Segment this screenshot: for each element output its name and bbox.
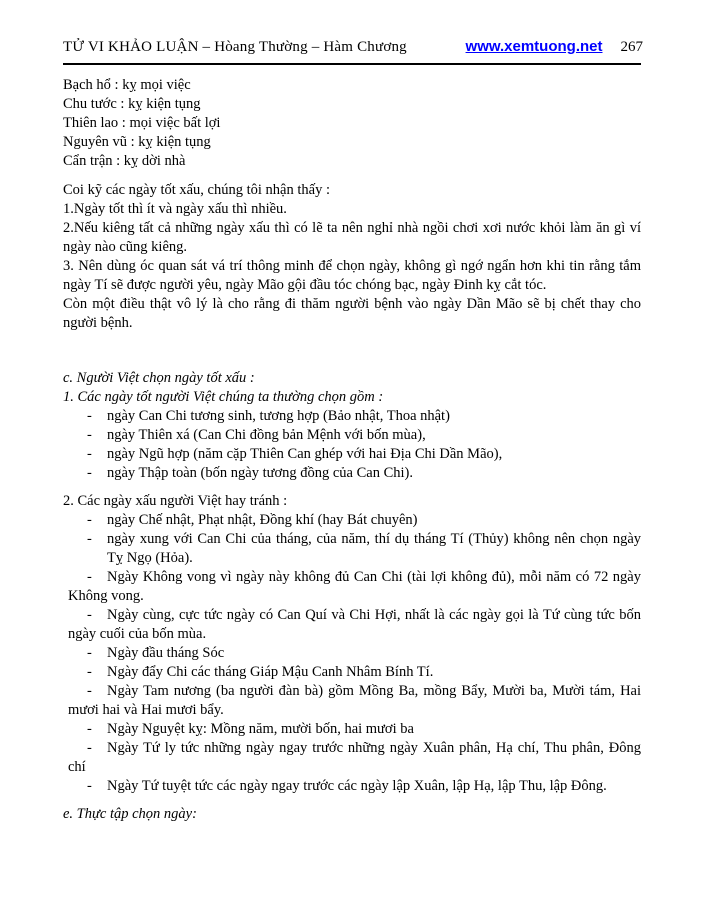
header-divider (63, 63, 641, 65)
list-item-text: ngày Thập toàn (bốn ngày tương đồng của Can Chi). (107, 465, 414, 481)
god-day-line: Thiên lao : mọi việc bất lợi (63, 115, 221, 131)
bullet-marker: - (87, 465, 92, 481)
god-days-list (63, 76, 641, 171)
list-item (63, 407, 641, 426)
list-item (63, 682, 641, 720)
bullet-marker: - (87, 427, 92, 443)
list-item-text: ngày Ngũ hợp (năm cặp Thiên Can ghép với hai Địa Chi Dần Mão), (107, 446, 503, 462)
list-item-text: Ngày Tứ ly tức những ngày ngay trước những ngày Xuân phân, Hạ chí, Thu phân, Đông chí (68, 740, 641, 775)
bullet-marker: - (87, 645, 92, 661)
website-link[interactable]: www.xemtuong.net (465, 38, 603, 55)
god-day-line: Cẩn trận : kỵ dời nhà (63, 153, 186, 169)
list-item-text: Ngày Không vong vì ngày này không đủ Can Chi (tài lợi không đủ), mỗi năm có 72 ngày Không vong. (68, 569, 641, 604)
list-item-text: Ngày cùng, cực tức ngày có Can Quí và Chi Hợi, nhất là các ngày gọi là Tứ cùng tức bốn ngày cuối của bốn mùa. (68, 607, 641, 642)
good-days-heading: 1. Các ngày tốt người Việt chúng ta thường chọn gồm : (63, 389, 384, 405)
list-item (63, 777, 641, 796)
list-item-text: Ngày Tứ tuyệt tức các ngày ngay trước các ngày lập Xuân, lập Hạ, lập Thu, lập Đông. (107, 778, 607, 794)
good-days-subsection (63, 388, 641, 483)
observation-item: 3. Nên dùng óc quan sát vá trí thông minh để chọn ngày, không gì ngớ ngẩn hơn khi tin rằng tắm ngày Tí sẽ được người yêu, ngày Mão gội đầu tóc chóng bạc, ngày Đinh kỵ cắt tóc. (63, 258, 641, 293)
bullet-marker: - (87, 446, 92, 462)
observations-section (63, 181, 641, 333)
bullet-marker: - (87, 740, 92, 756)
bullet-marker: - (87, 569, 92, 585)
section-c-heading: c. Người Việt chọn ngày tốt xấu : (63, 370, 255, 386)
list-item (63, 720, 641, 739)
list-item-text: Ngày đẩy Chi các tháng Giáp Mậu Canh Nhâm Bính Tí. (107, 664, 434, 680)
bullet-marker: - (87, 607, 92, 623)
list-item (63, 511, 641, 530)
section-c (63, 369, 641, 796)
list-item (63, 606, 641, 644)
list-item (63, 426, 641, 445)
god-day-line: Bạch hổ : kỵ mọi việc (63, 77, 191, 93)
bad-days-heading: 2. Các ngày xấu người Việt hay tránh : (63, 493, 288, 509)
header-right (466, 38, 643, 56)
bad-days-subsection (63, 492, 641, 796)
list-item (63, 663, 641, 682)
list-item (63, 644, 641, 663)
list-item (63, 464, 641, 483)
page-number: 267 (620, 39, 643, 55)
god-day-line: Nguyên vũ : kỵ kiện tụng (63, 134, 211, 150)
list-item-text: ngày xung với Can Chi của tháng, của năm, thí dụ tháng Tí (Thủy) không nên chọn ngày Tỵ Ngọ (Hỏa). (107, 531, 641, 566)
book-title: TỬ VI KHẢO LUẬN – Hòang Thường – Hàm Chương (63, 39, 407, 55)
bullet-marker: - (87, 512, 92, 528)
list-item (63, 530, 641, 568)
bullet-marker: - (87, 531, 92, 547)
bullet-marker: - (87, 408, 92, 424)
section-e-heading: e. Thực tập chọn ngày: (63, 806, 197, 822)
bullet-marker: - (87, 683, 92, 699)
page-header (63, 38, 643, 56)
list-item-text: ngày Thiên xá (Can Chi đồng bản Mệnh với bốn mùa), (107, 427, 426, 443)
list-item-text: Ngày Nguyệt kỵ: Mồng năm, mười bốn, hai mươi ba (107, 721, 414, 737)
page-content (63, 76, 641, 824)
list-item-text: Ngày Tam nương (ba người đàn bà) gồm Mồng Ba, mồng Bẩy, Mười ba, Mười tám, Hai mươi hai và Hai mươi bẩy. (68, 683, 641, 718)
list-item (63, 445, 641, 464)
observation-item: 1.Ngày tốt thì ít và ngày xấu thì nhiều. (63, 201, 287, 217)
list-item (63, 568, 641, 606)
observation-item: 2.Nếu kiêng tất cả những ngày xấu thì có lẽ ta nên nghỉ nhà ngồi chơi xơi nước khỏi làm ăn gì ví ngày nào cũng kiêng. (63, 220, 641, 255)
observations-intro: Coi kỹ các ngày tốt xấu, chúng tôi nhận thấy : (63, 182, 330, 198)
observation-item: Còn một điều thật vô lý là cho rằng đi thăm người bệnh vào ngày Dần Mão sẽ bị chết thay cho người bệnh. (63, 296, 641, 331)
bullet-marker: - (87, 721, 92, 737)
list-item (63, 739, 641, 777)
list-item-text: Ngày đầu tháng Sóc (107, 645, 225, 661)
god-day-line: Chu tước : kỵ kiện tụng (63, 96, 201, 112)
bullet-marker: - (87, 664, 92, 680)
list-item-text: ngày Can Chi tương sinh, tương hợp (Bảo nhật, Thoa nhật) (107, 408, 450, 424)
list-item-text: ngày Chế nhật, Phạt nhật, Đồng khí (hay Bát chuyên) (107, 512, 418, 528)
bullet-marker: - (87, 778, 92, 794)
